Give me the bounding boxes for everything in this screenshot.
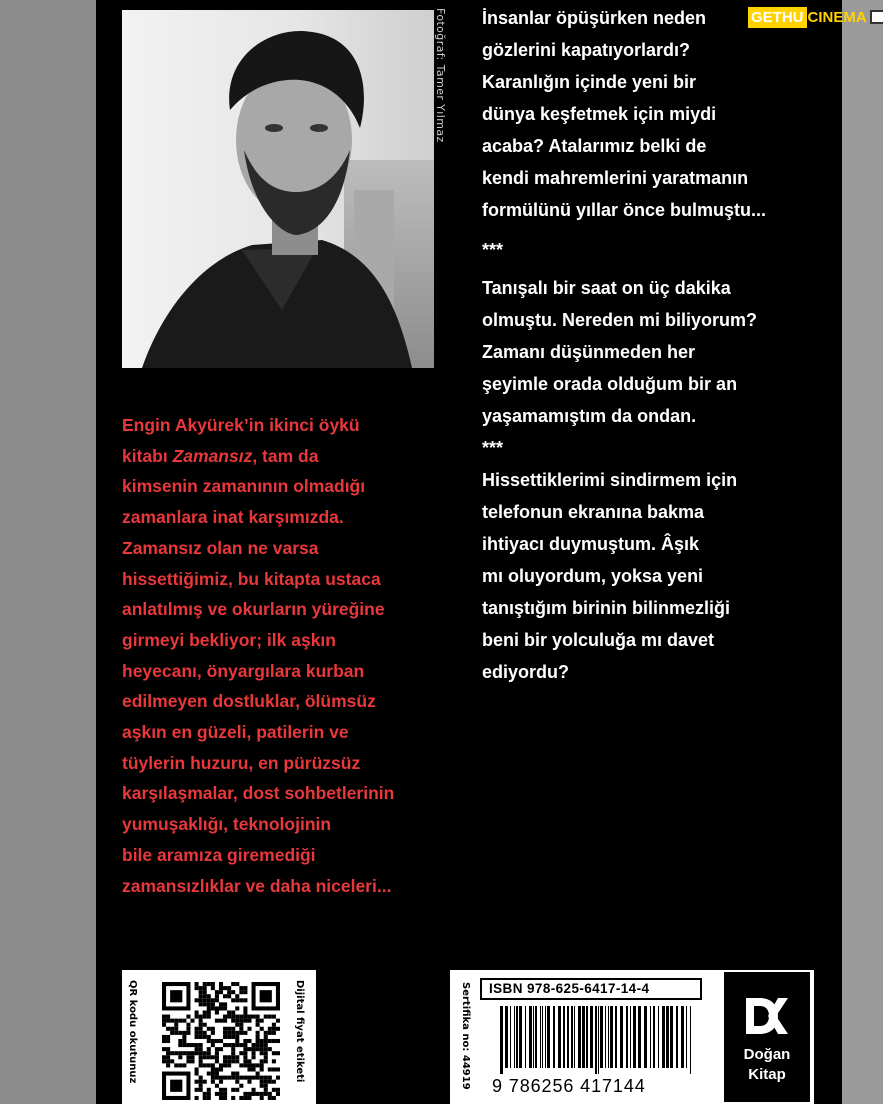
description-line: hissettiğimiz, bu kitapta ustaca [122, 568, 381, 589]
description-line: Engin Akyürek’in ikinci öykü [122, 415, 360, 435]
isbn-label: ISBN 978-625-6417-14-4 [480, 978, 702, 1000]
description-line: kitabı Zamansız, tam da [122, 445, 319, 466]
book-description [122, 410, 452, 901]
digital-price-label: Dijital fiyat etiketi [294, 980, 305, 1083]
description-line: karşılaşmalar, dost sohbetlerinin [122, 783, 395, 804]
description-line: zamanlara inat karşımızda. [122, 507, 344, 528]
publisher-name: Doğan [743, 1046, 791, 1063]
section-separator: *** [482, 240, 504, 260]
description-line: zamansızlıklar ve daha niceleri... [122, 875, 392, 896]
excerpt-line: ediyordu? [482, 662, 570, 682]
description-line: girmeyi bekliyor; ilk aşkın [122, 629, 336, 650]
description-line: yumuşaklığı, teknolojinin [122, 814, 332, 835]
excerpt-line: dünya keşfetmek için miydi [482, 104, 717, 124]
excerpt-line: İnsanlar öpüşürken neden [482, 8, 707, 28]
section-separator: *** [482, 438, 504, 458]
photo-credit: Fotoğraf: Tamer Yılmaz [434, 8, 447, 143]
excerpt-line: Zamanı düşünmeden her [482, 342, 696, 362]
description-line: heyecanı, önyargılara kurban [122, 660, 365, 681]
background-strip [842, 0, 883, 1104]
description-line: tüylerin huzuru, en pürüzsüz [122, 752, 361, 773]
excerpt-text [482, 2, 832, 688]
excerpt-line: formülünü yıllar önce bulmuştu... [482, 200, 767, 220]
excerpt-line: mı oluyordum, yoksa yeni [482, 566, 704, 586]
excerpt-line: Hissettiklerimi sindirmem için [482, 470, 738, 490]
barcode [498, 1006, 698, 1074]
certificate-number: Sertifika no: 44919 [460, 982, 471, 1090]
excerpt-line: beni bir yolculuğa mı davet [482, 630, 715, 650]
excerpt-line: yaşamamıştım da ondan. [482, 406, 697, 426]
excerpt-line: telefonun ekranına bakma [482, 502, 705, 522]
description-line: Zamansız olan ne varsa [122, 537, 319, 558]
excerpt-line: kendi mahremlerini yaratmanın [482, 168, 749, 188]
excerpt-line: Tanışalı bir saat on üç dakika [482, 278, 731, 298]
book-title: Zamansız [172, 445, 253, 466]
publisher-mark-icon [738, 992, 796, 1040]
logo-text-part1: GETHU [748, 7, 807, 28]
excerpt-line: acaba? Atalarımız belki de [482, 136, 707, 156]
film-strip-icon [870, 10, 883, 24]
description-line: kimsenin zamanının olmadığı [122, 476, 366, 497]
publisher-name: Kitap [748, 1066, 786, 1083]
excerpt-line: ihtiyacı duymuştum. Âşık [482, 534, 700, 554]
author-photo [122, 10, 434, 368]
barcode-digits: 9 786256 417144 [492, 1076, 646, 1096]
description-line: edilmeyen dostluklar, ölümsüz [122, 691, 376, 712]
excerpt-line: gözlerini kapatıyorlardı? [482, 40, 691, 60]
excerpt-line: şeyimle orada olduğum bir an [482, 374, 738, 394]
excerpt-line: olmuştu. Nereden mi biliyorum? [482, 310, 758, 330]
description-line: anlatılmış ve okurların yüreğine [122, 599, 385, 620]
excerpt-line: Karanlığın içinde yeni bir [482, 72, 697, 92]
publisher-logo [724, 972, 810, 1102]
excerpt-line: tanıştığım birinin bilinmezliği [482, 598, 731, 618]
qr-code[interactable] [162, 982, 280, 1100]
logo-text-part2: CINEMA [807, 8, 867, 26]
qr-instruction: QR kodu okutunuz [127, 980, 138, 1084]
description-line: aşkın en güzeli, patilerin ve [122, 722, 349, 743]
description-line: bile aramıza giremediği [122, 844, 316, 865]
isbn-area [450, 970, 814, 1104]
qr-price-label [122, 970, 316, 1104]
